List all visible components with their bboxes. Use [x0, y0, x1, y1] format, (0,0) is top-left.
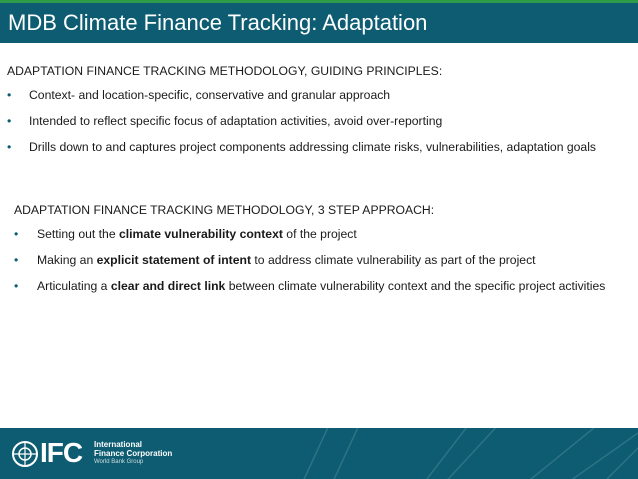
emphasis: clear and direct link [110, 279, 226, 293]
organization-name [94, 440, 172, 466]
emphasis: explicit statement of intent [96, 253, 252, 267]
list-item: • Setting out the climate vulnerability context of the project [14, 227, 357, 241]
bullet-icon: • [14, 253, 19, 267]
guiding-principles-heading: ADAPTATION FINANCE TRACKING METHODOLOGY, GUIDING PRINCIPLES: [7, 64, 443, 78]
bullet-icon: • [7, 88, 12, 102]
list-item: • Making an explicit statement of intent to address climate vulnerability as part of the project [14, 253, 536, 267]
guiding-principles-list [7, 86, 607, 156]
bullet-icon: • [14, 279, 19, 293]
slide-title: MDB Climate Finance Tracking: Adaptation [8, 10, 428, 35]
bullet-icon: • [7, 140, 12, 154]
list-item: • Articulating a clear and direct link between climate vulnerability context and the specific project activities [14, 279, 606, 293]
org-group: World Bank Group [94, 459, 144, 465]
guiding-principles-section [7, 62, 607, 164]
three-step-section [14, 201, 609, 303]
bullet-icon: • [7, 114, 12, 128]
emphasis: climate vulnerability context [119, 227, 283, 241]
world-bank-globe-icon [11, 440, 39, 468]
org-line-1: International [94, 440, 143, 449]
list-item: • Drills down to and captures project components addressing climate risks, vulnerabilities, adaptation goals [7, 140, 597, 154]
org-line-2: Finance Corporation [94, 449, 173, 458]
footer-band [0, 428, 638, 479]
ifc-logo: IFC [40, 437, 83, 468]
three-step-list [14, 225, 609, 295]
three-step-heading: ADAPTATION FINANCE TRACKING METHODOLOGY, 3 STEP APPROACH: [14, 203, 435, 217]
title-bar [0, 3, 638, 43]
list-item: • Context- and location-specific, conservative and granular approach [7, 88, 391, 102]
list-item: • Intended to reflect specific focus of adaptation activities, avoid over-reporting [7, 114, 443, 128]
bullet-icon: • [14, 227, 19, 241]
